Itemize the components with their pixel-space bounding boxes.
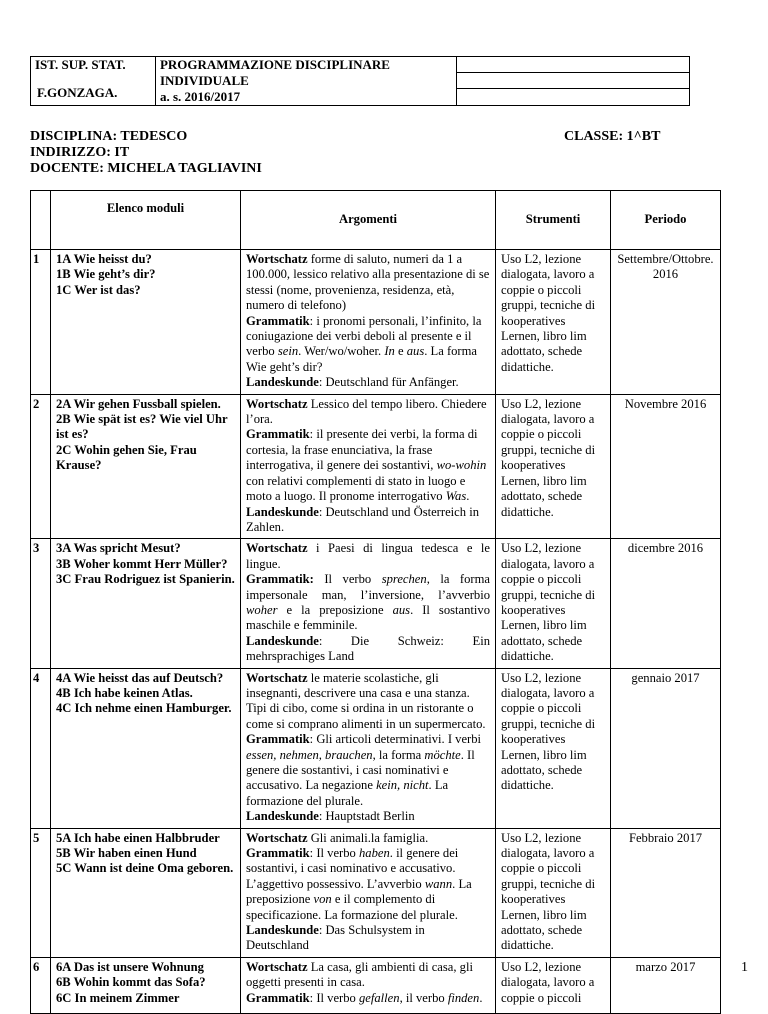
module-item: 4C Ich nehme einen Hamburger. [56, 701, 232, 716]
topics-cell [241, 668, 496, 828]
landeskunde-label: Landeskunde [246, 375, 319, 390]
school-year: a. s. 2016/2017 [159, 89, 241, 104]
period-cell: gennaio 2017 [611, 668, 721, 828]
grammatik-term: sprechen [381, 572, 427, 587]
module-item: 4A Wie heisst das auf Deutsch? [56, 670, 224, 685]
module-item: 1A Wie heisst du? [56, 252, 152, 266]
module-list [51, 539, 241, 668]
module-list [51, 957, 241, 1013]
wortschatz-label: Wortschatz [246, 396, 308, 411]
table-row [31, 394, 721, 539]
module-item: 1C Wer ist das? [56, 282, 141, 297]
grammatik-term: aus [392, 602, 411, 617]
wortschatz-label: Wortschatz [246, 670, 308, 685]
module-item: 2C Wohin gehen Sie, Frau Krause? [56, 442, 197, 473]
wortschatz-text: forme di saluto, numeri da 1 a 100.000, lessico relativo alla presentazione di se stessi (nome, provenienza, residenza, età, numero di telefono) [246, 252, 490, 313]
topics-cell [241, 539, 496, 668]
module-item: 6C In meinem Zimmer [56, 990, 180, 1005]
indirizzo-label: INDIRIZZO: IT [30, 145, 130, 160]
grammatik-text: . Il sostantivo maschile e femminile. [246, 602, 491, 633]
header-moduli: Elenco moduli [51, 191, 241, 250]
wortschatz-text: Gli animali.la famiglia. [307, 830, 429, 845]
program-table [30, 190, 721, 1014]
grammatik-text: . La preposizione [246, 876, 472, 907]
header-argomenti: Argomenti [241, 191, 496, 250]
period-cell: marzo 2017 [611, 957, 721, 1013]
grammatik-text: , il verbo [399, 990, 448, 1005]
module-list [51, 828, 241, 957]
module-item: 5A Ich habe einen Halbbruder [56, 830, 220, 845]
module-list [51, 668, 241, 828]
landeskunde-label: Landeskunde [246, 504, 319, 519]
tools-cell: Uso L2, lezione dialogata, lavoro a coppie o piccoli [496, 957, 611, 1013]
tools-cell: Uso L2, lezione dialogata, lavoro a coppie o piccoli gruppi, tecniche di kooperatives Lernen, libro lim adottato, schede didattiche. [496, 250, 611, 395]
program-title: PROGRAMMAZIONE DISCIPLINARE [159, 57, 390, 72]
period-cell: Febbraio 2017 [611, 828, 721, 957]
disciplina-label: DISCIPLINA: TEDESCO [30, 129, 188, 144]
landeskunde-label: Landeskunde [246, 809, 319, 824]
program-subtitle: INDIVIDUALE [159, 73, 249, 88]
school-name: IST. SUP. STAT. [35, 57, 126, 72]
grammatik-term: woher [246, 602, 278, 617]
wortschatz-text: La casa, gli ambienti di casa, gli oggetti presenti in casa. [246, 959, 473, 990]
grammatik-label: Grammatik [246, 732, 310, 747]
grammatik-text: : Gli articoli determinativi. I verbi [309, 732, 482, 747]
table-row [31, 828, 721, 957]
grammatik-label: Grammatik [246, 313, 310, 328]
header-num [31, 191, 51, 250]
grammatik-text: : Il verbo [309, 846, 359, 861]
landeskunde-text: : Hauptstadt Berlin [318, 809, 415, 824]
grammatik-text: . Wer/wo/woher. [298, 344, 385, 359]
grammatik-term: essen, nehmen, brauchen [246, 747, 373, 762]
period-cell: dicembre 2016 [611, 539, 721, 668]
grammatik-text: : il presente dei verbi, la forma di cortesia, la frase enunciativa, la frase interrogativa, il genere dei sostantivi, [246, 427, 478, 473]
grammatik-term: möchte [424, 747, 461, 762]
grammatik-text: , la forma [372, 747, 425, 762]
topics-cell [241, 394, 496, 539]
wortschatz-label: Wortschatz [246, 959, 308, 974]
grammatik-text: . Il genere die sostantivi, i casi nominativi e accusativo. La negazione [246, 747, 475, 793]
module-item: 3A Was spricht Mesut? [56, 541, 181, 556]
tools-cell: Uso L2, lezione dialogata, lavoro a coppie o piccoli gruppi, tecniche di kooperatives Lernen, libro lim adottato, schede didattiche. [496, 539, 611, 668]
tools-cell: Uso L2, lezione dialogata, lavoro a coppie o piccoli gruppi, tecniche di kooperatives Lernen, libro lim adottato, schede didattiche. [496, 394, 611, 539]
header-strumenti: Strumenti [496, 191, 611, 250]
row-number: 2 [31, 394, 51, 539]
blank-cell-1 [457, 57, 690, 73]
landeskunde-text: : Deutschland und Österreich in Zahlen. [246, 504, 479, 534]
landeskunde-text: : Die Schweiz: Ein mehrsprachiges Land [246, 633, 490, 664]
page-number: 1 [741, 960, 748, 975]
grammatik-term: aus [406, 344, 425, 359]
table-row [31, 668, 721, 828]
program-cell [155, 57, 456, 106]
grammatik-term: finden [447, 990, 480, 1005]
grammatik-text: , la forma impersonale man, l’inversione, l’avverbio [246, 572, 490, 602]
grammatik-text: Il verbo [313, 572, 382, 587]
module-item: 6A Das ist unsere Wohnung [56, 959, 204, 974]
landeskunde-label: Landeskunde [246, 633, 319, 648]
grammatik-label: Grammatik: [246, 572, 314, 587]
wortschatz-label: Wortschatz [246, 830, 308, 845]
row-number: 5 [31, 828, 51, 957]
grammatik-term: In [384, 344, 395, 359]
module-item: 3C Frau Rodriguez ist Spanierin. [56, 572, 235, 587]
header-periodo: Periodo [611, 191, 721, 250]
topics-cell [241, 957, 496, 1013]
row-number: 6 [31, 957, 51, 1013]
grammatik-term: wo-wohin [436, 458, 487, 473]
docente-label: DOCENTE: MICHELA TAGLIAVINI [30, 161, 262, 176]
wortschatz-label: Wortschatz [246, 541, 308, 556]
school-city: F.GONZAGA. [37, 85, 118, 100]
module-list [51, 250, 241, 395]
wortschatz-label: Wortschatz [246, 252, 308, 266]
grammatik-text: . il genere dei sostantivi, i casi nominativo e accusativo. L’aggettivo possessivo. L’avverbio [246, 846, 459, 891]
module-list [51, 394, 241, 539]
table-row [31, 539, 721, 668]
header-table [30, 56, 690, 106]
grammatik-text: . [466, 489, 470, 504]
grammatik-label: Grammatik [246, 990, 310, 1005]
row-number: 1 [31, 250, 51, 395]
period-cell: Settembre/Ottobre. 2016 [611, 250, 721, 395]
module-item: 1B Wie geht’s dir? [56, 267, 156, 282]
grammatik-term: Was [445, 489, 467, 504]
row-number: 4 [31, 668, 51, 828]
row-number: 3 [31, 539, 51, 668]
grammatik-text: . [479, 990, 483, 1005]
grammatik-text: : i pronomi personali, l’infinito, la coniugazione dei verbi deboli al presente e il verbo [246, 313, 482, 359]
grammatik-text: . La forma Wie geht’s dir? [246, 344, 478, 374]
grammatik-term: wann [424, 876, 453, 891]
grammatik-text: e il complemento di specificazione. La formazione del plurale. [246, 892, 458, 922]
topics-cell [241, 828, 496, 957]
module-item: 5B Wir haben einen Hund [56, 846, 197, 861]
blank-cell-group [457, 73, 690, 106]
grammatik-term: kein, nicht [376, 778, 429, 793]
module-item: 2B Wie spät ist es? Wie viel Uhr ist es? [56, 412, 228, 442]
grammatik-term: sein [277, 344, 299, 359]
module-item: 5C Wann ist deine Oma geboren. [56, 861, 234, 876]
grammatik-text: con relativi complementi di stato in luogo e moto a luogo. Il pronome interrogativo [246, 473, 466, 504]
info-block [30, 129, 262, 177]
grammatik-text: : Il verbo [309, 990, 359, 1005]
landeskunde-text: : Das Schulsystem in Deutschland [246, 923, 425, 953]
module-item: 6B Wohin kommt das Sofa? [56, 975, 206, 990]
landeskunde-label: Landeskunde [246, 923, 319, 938]
grammatik-label: Grammatik [246, 427, 310, 442]
landeskunde-text: : Deutschland für Anfänger. [318, 375, 459, 390]
school-cell [31, 57, 156, 106]
grammatik-text: . La formazione del plurale. [246, 778, 449, 808]
wortschatz-text: le materie scolastiche, gli insegnanti, descrivere una casa e una stanza. Tipi di cibo, come si ordina in un ristorante o come si comprano alimenti in un supermercato. [246, 670, 486, 731]
grammatik-term: von [313, 892, 332, 907]
table-row [31, 957, 721, 1013]
grammatik-text: e la preposizione [277, 602, 393, 617]
table-header-row [31, 191, 721, 250]
grammatik-text: e [394, 344, 407, 359]
tools-cell: Uso L2, lezione dialogata, lavoro a coppie o piccoli gruppi, tecniche di kooperatives Lernen, libro lim adottato, schede didattiche. [496, 668, 611, 828]
wortschatz-text: i Paesi di lingua tedesca e le lingue. [246, 541, 490, 571]
grammatik-term: haben [358, 846, 390, 861]
wortschatz-text: Lessico del tempo libero. Chiedere l’ora. [246, 396, 487, 427]
period-cell: Novembre 2016 [611, 394, 721, 539]
module-item: 2A Wir gehen Fussball spielen. [56, 396, 221, 411]
table-row [31, 250, 721, 395]
module-item: 3B Woher kommt Herr Müller? [56, 556, 228, 571]
module-item: 4B Ich habe keinen Atlas. [56, 685, 193, 700]
tools-cell: Uso L2, lezione dialogata, lavoro a coppie o piccoli gruppi, tecniche di kooperatives Lernen, libro lim adottato, schede didattiche. [496, 828, 611, 957]
grammatik-term: gefallen [358, 990, 400, 1005]
topics-cell [241, 250, 496, 395]
grammatik-label: Grammatik [246, 846, 310, 861]
classe-label: CLASSE: 1^BT [564, 129, 661, 144]
